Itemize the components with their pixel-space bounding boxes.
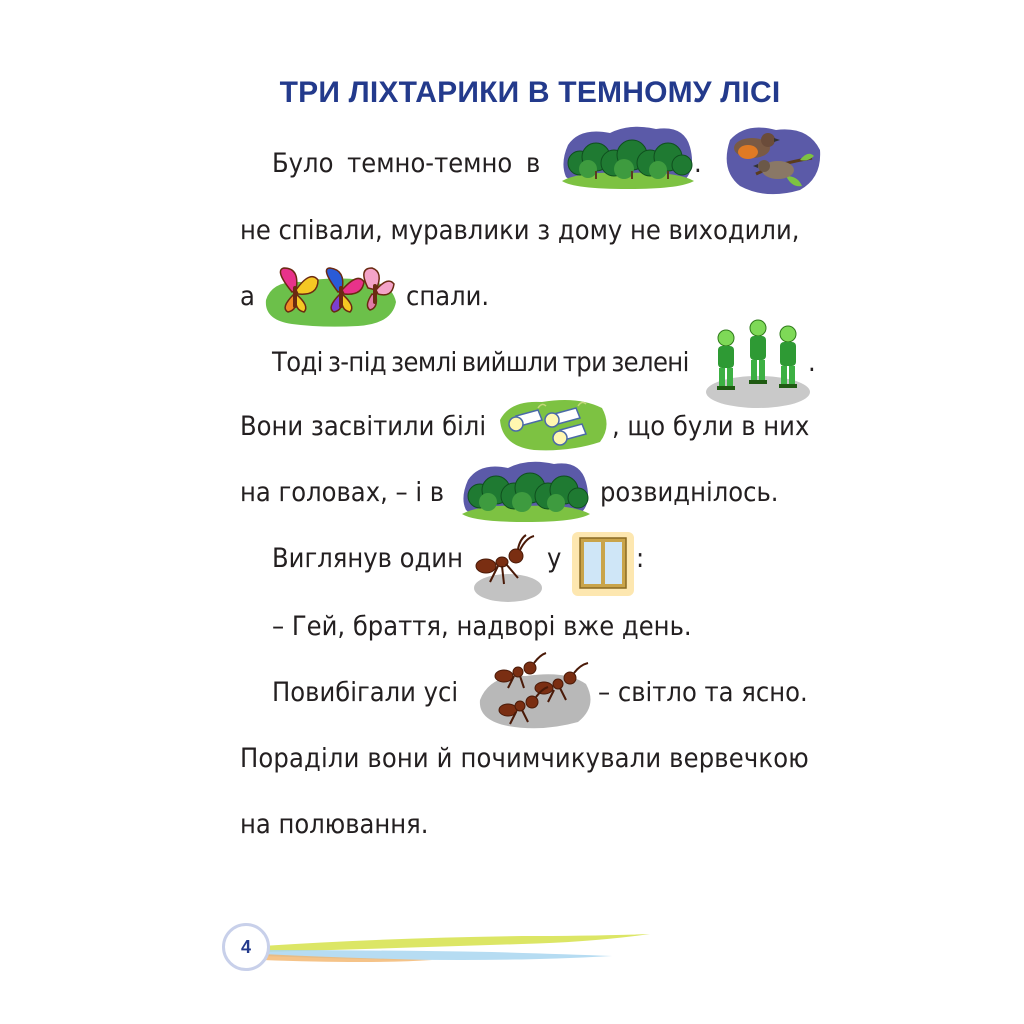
- story-line-4: Тоді з-під землі вийшли три зелені: [272, 347, 689, 378]
- page-title: ТРИ ЛІХТАРИКИ В ТЕМНОМУ ЛІСІ: [279, 76, 781, 109]
- birds-icon: [716, 120, 822, 200]
- page-swoosh: [262, 930, 652, 974]
- story-line-10: Пораділи вони й почимчикували вервечкою: [240, 743, 809, 774]
- story-line-11: на полювання.: [240, 809, 429, 840]
- story-line-7-end: :: [636, 543, 645, 574]
- story-line-1-end: .: [694, 148, 702, 179]
- lanterns-icon: [494, 394, 612, 452]
- forest-icon: [560, 123, 696, 191]
- page-number: 4: [222, 923, 270, 971]
- green-gnomes-icon: [704, 312, 812, 408]
- story-line-6-end: розвиднілось.: [600, 477, 779, 508]
- story-line-4-end: .: [808, 347, 816, 378]
- story-line-5-end: , що були в них: [612, 411, 810, 442]
- butterflies-icon: [262, 262, 398, 328]
- ant-icon: [470, 532, 542, 602]
- story-line-6: на головах, – і в: [240, 477, 445, 508]
- story-line-5: Вони засвітили білі: [240, 411, 487, 442]
- story-line-7: Виглянув один: [272, 543, 463, 574]
- story-line-3-end: спали.: [406, 281, 490, 312]
- story-line-7-mid: у: [547, 543, 562, 574]
- story-line-2: не співали, муравлики з дому не виходили,: [240, 215, 800, 246]
- story-line-8: – Гей, браття, надворі вже день.: [272, 611, 692, 642]
- window-icon: [570, 530, 636, 598]
- story-line-9-end: – світло та ясно.: [598, 677, 808, 708]
- story-line-1: Було темно-темно в: [272, 148, 541, 179]
- story-line-3: а: [240, 281, 255, 312]
- ants-icon: [474, 650, 598, 732]
- story-line-9: Повибігали усі: [272, 677, 459, 708]
- forest-icon: [460, 458, 592, 524]
